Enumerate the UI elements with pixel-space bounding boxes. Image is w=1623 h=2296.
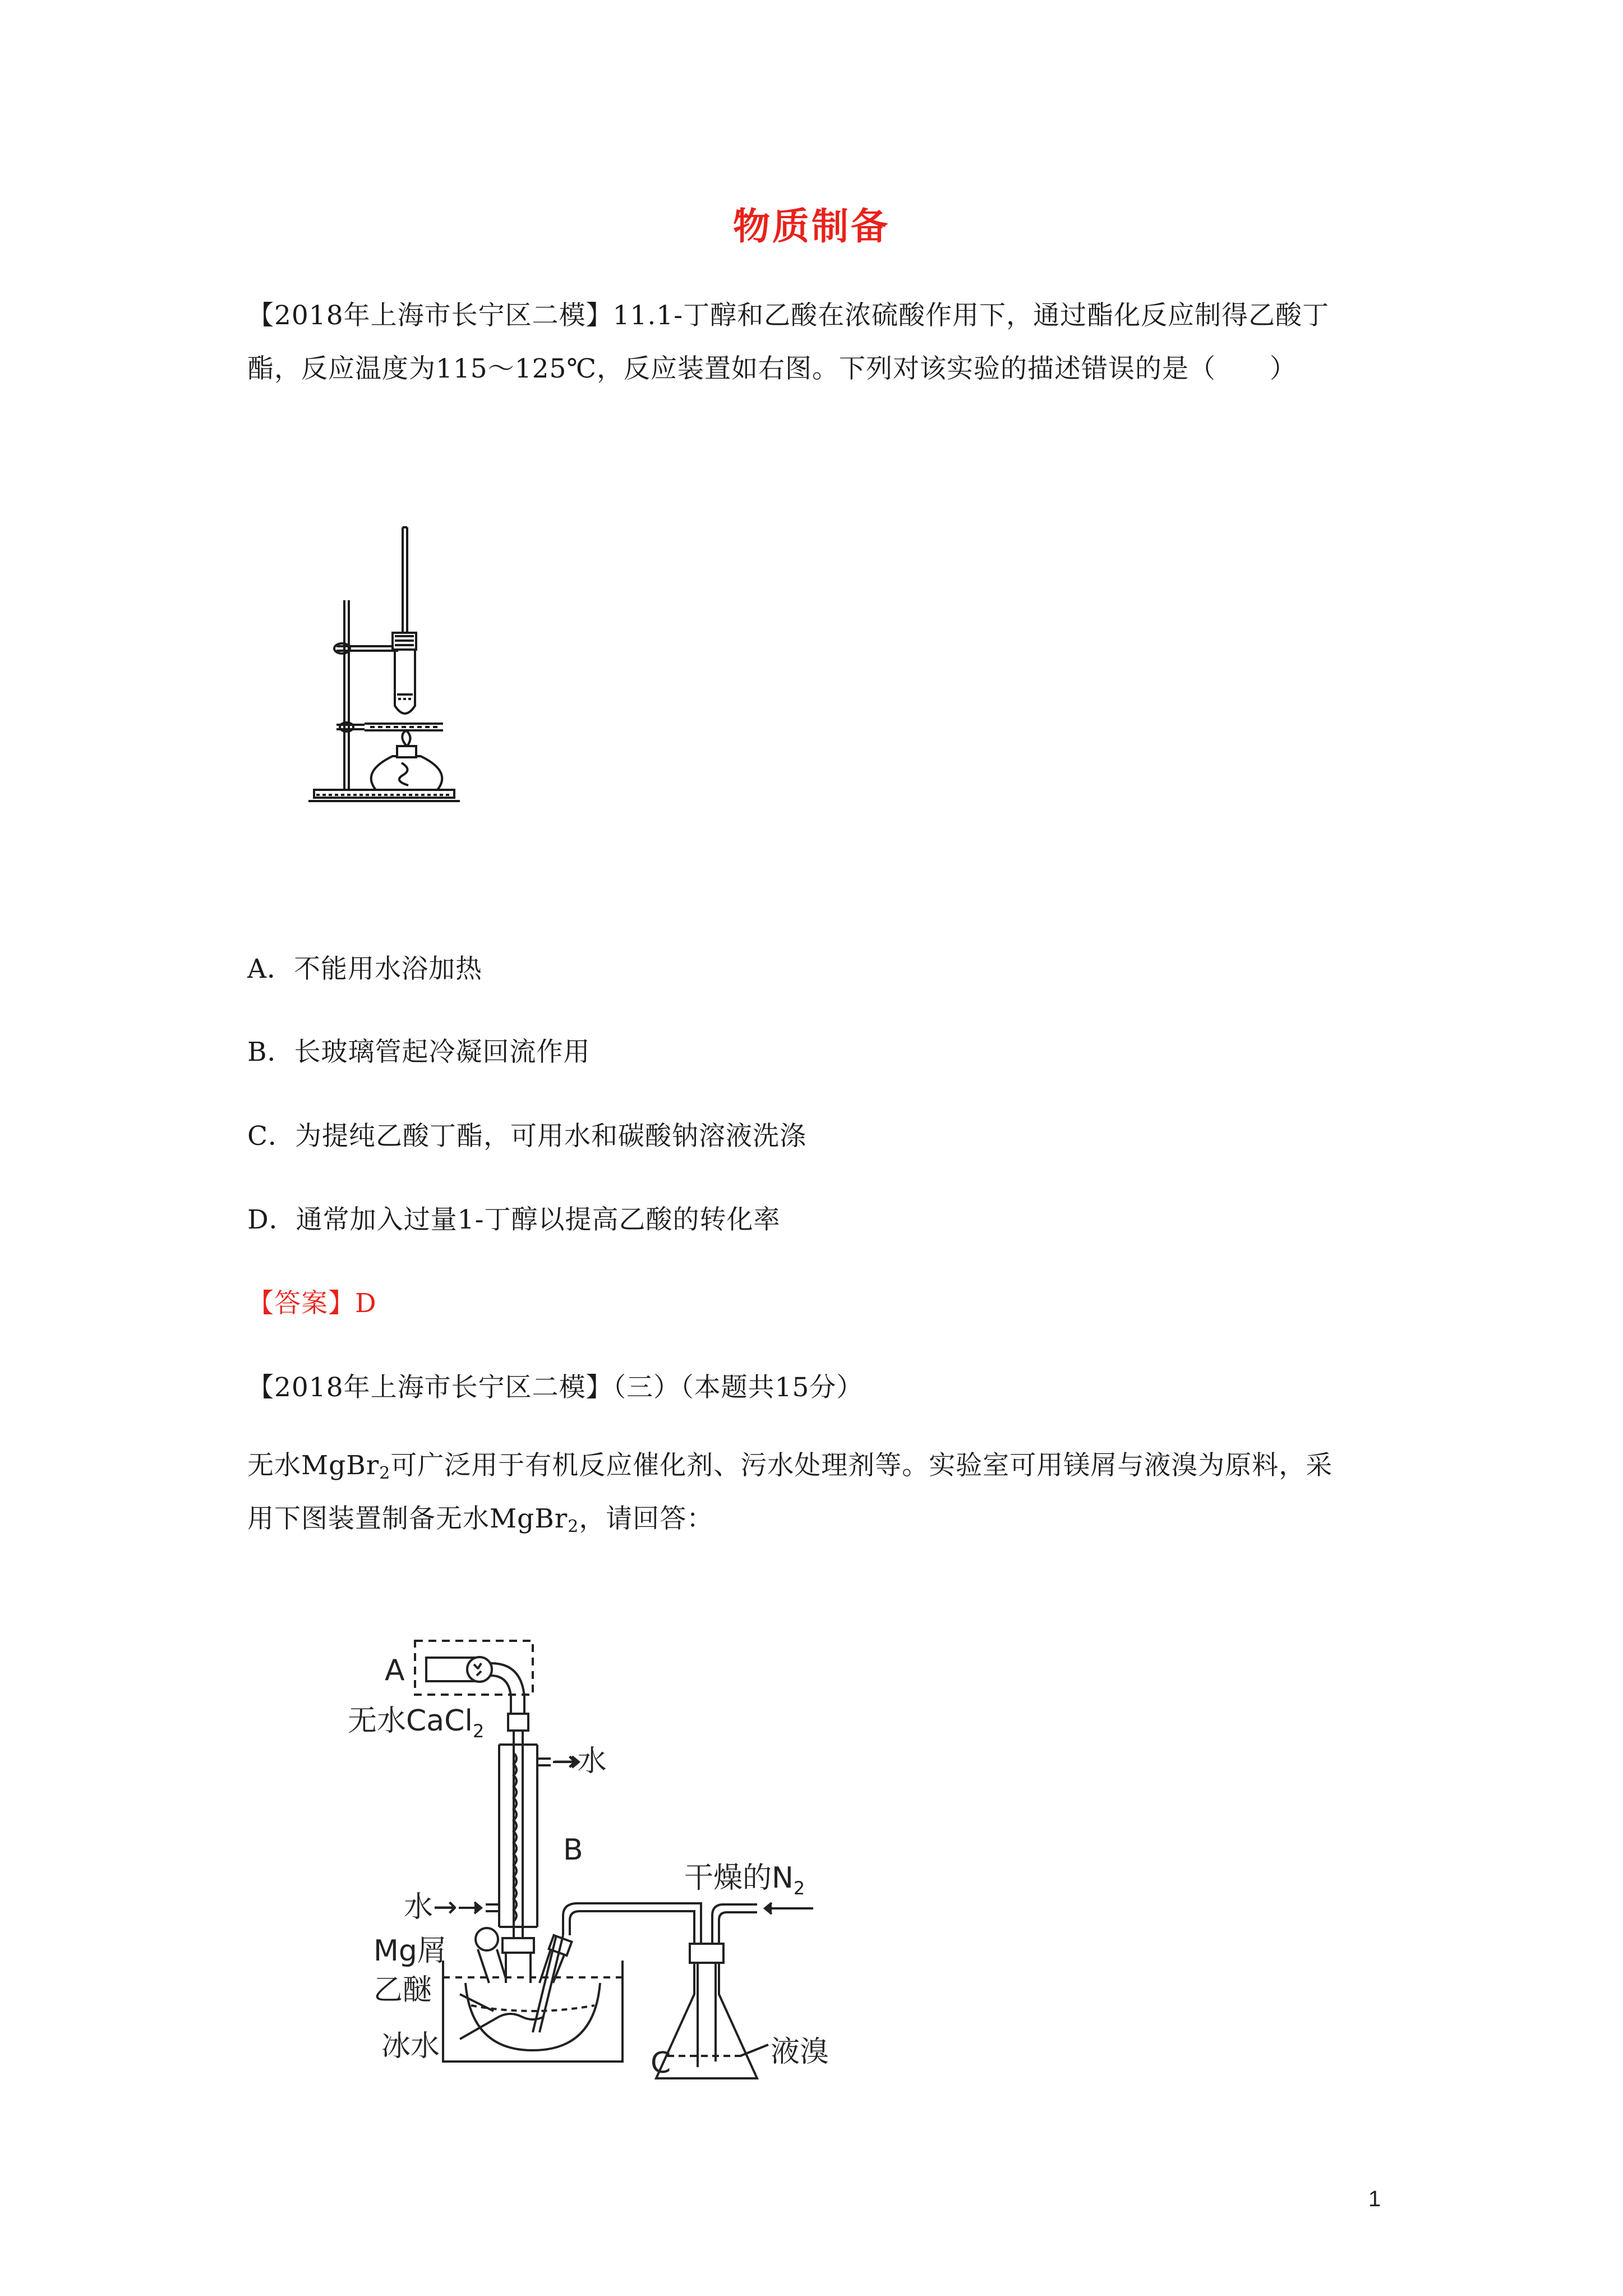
q2-intro-line2 xyxy=(247,1492,1380,1553)
label-mg: Mg屑 xyxy=(374,1934,446,1968)
reflux-apparatus-drawing xyxy=(303,516,471,813)
q2-intro-sub: 2 xyxy=(379,1464,391,1483)
label-water-out: →水 xyxy=(553,1745,607,1778)
label-dry-n2: 干燥的$N_2$ xyxy=(684,1861,805,1899)
q2-intro-text-a: 无水MgBr xyxy=(247,1450,380,1481)
answer-value: D xyxy=(355,1288,377,1319)
q1-option-d: D．通常加入过量1-丁醇以提高乙酸的转化率 xyxy=(247,1204,781,1235)
label-bromine: 液溴 xyxy=(771,2035,829,2069)
q2-intro-line1 xyxy=(247,1439,1380,1500)
q1-option-a: A．不能用水浴加热 xyxy=(247,954,482,984)
label-water-in: 水→ xyxy=(404,1890,458,1924)
answer-label: 【答案】 xyxy=(247,1288,355,1319)
label-a: A xyxy=(385,1654,405,1687)
q1-stem-line1 xyxy=(247,289,1380,342)
q1-option-b: B．长玻璃管起冷凝回流作用 xyxy=(247,1037,591,1068)
q1-source: 【2018年上海市长宁区二模】 xyxy=(247,300,613,331)
label-ether: 乙醚 xyxy=(374,1973,432,2007)
label-b: B xyxy=(563,1833,583,1867)
q2-intro-text-b: 可广泛用于有机反应催化剂、污水处理剂等。实验室可用镁屑与液溴为原料，采 xyxy=(390,1450,1333,1481)
q2-intro2-text-b: ，请回答： xyxy=(579,1503,714,1534)
q2-intro2-text-a: 用下图装置制备无水MgBr xyxy=(247,1503,568,1534)
page-title: 物质制备 xyxy=(733,204,890,248)
q2-header: 【2018年上海市长宁区二模】（三）（本题共15分） xyxy=(247,1372,864,1403)
q1-answer xyxy=(247,1282,377,1320)
page-number: 1 xyxy=(1368,2187,1381,2211)
q2-intro2-sub: 2 xyxy=(568,1517,579,1536)
figure-reflux-apparatus xyxy=(303,516,471,813)
label-c: C xyxy=(651,2046,671,2080)
label-cacl2: 无水CaCl$_2$ xyxy=(348,1704,485,1742)
q1-stem-line2: 酯，反应温度为115～125℃，反应装置如右图。下列对该实验的描述错误的是（ ） xyxy=(247,353,1297,384)
q1-option-c: C．为提纯乙酸丁酯，可用水和碳酸钠溶液洗涤 xyxy=(247,1121,806,1152)
figure-mgbr2-apparatus xyxy=(331,1624,836,2084)
q1-stem-text: 11.1-丁醇和乙酸在浓硫酸作用下，通过酯化反应制得乙酸丁 xyxy=(612,300,1330,331)
label-ice-water: 冰水 xyxy=(381,2030,440,2063)
mgbr2-apparatus-drawing xyxy=(331,1624,836,2084)
